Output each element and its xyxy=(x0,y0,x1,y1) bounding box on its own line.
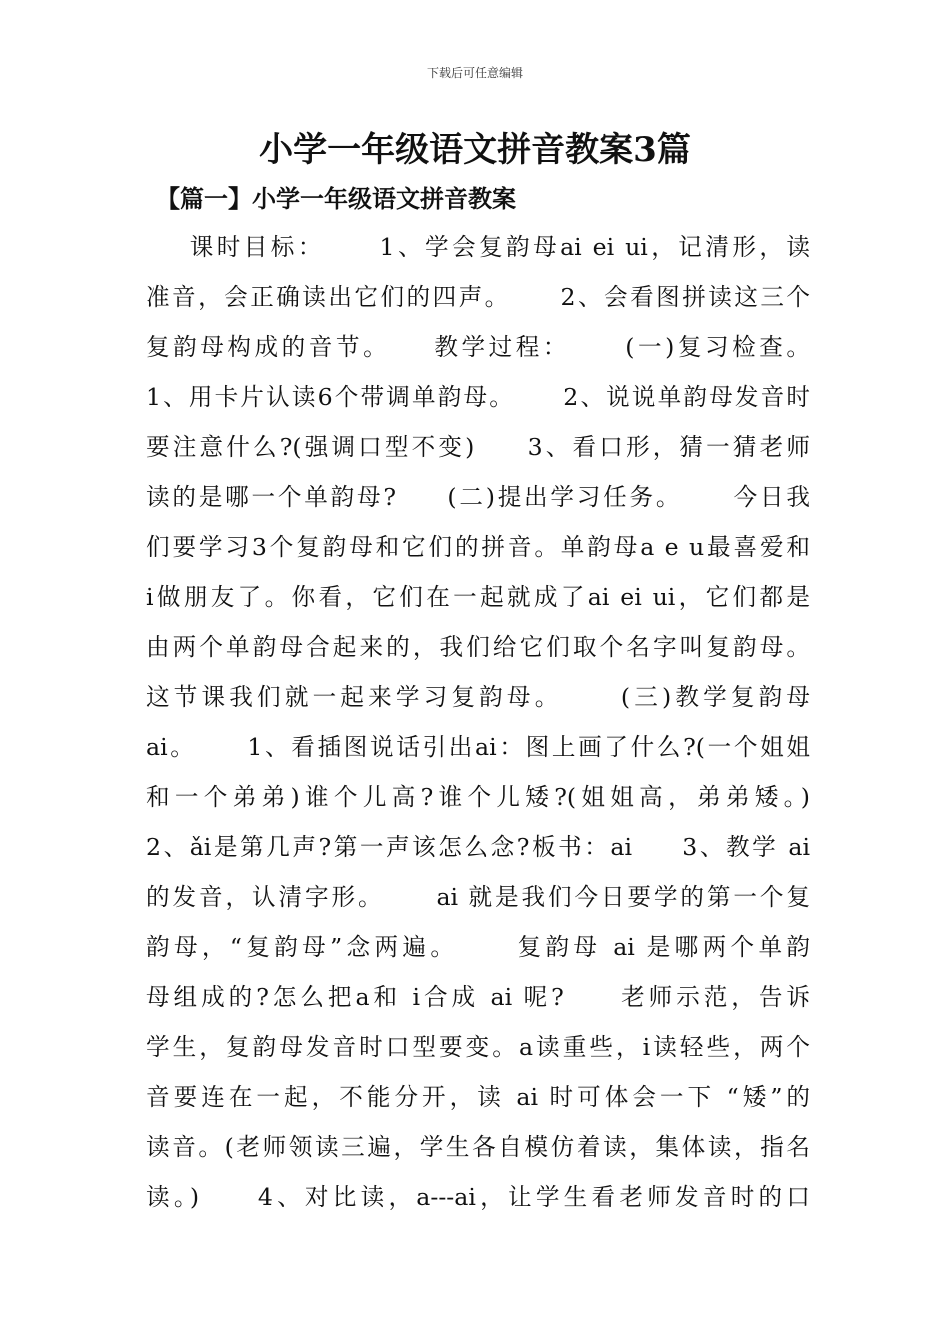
body-line: 韵母，“复韵母”念两遍。 复韵母 ai 是哪两个单韵 xyxy=(146,933,810,961)
body-line: 音要连在一起，不能分开，读 ai 时可体会一下 “矮”的 xyxy=(146,1083,810,1111)
body-line: 母组成的?怎么把a和 i合成 ai 呢? 老师示范，告诉 xyxy=(146,983,810,1011)
body-line: 课时目标： 1、学会复韵母ai ei ui，记清形，读 xyxy=(146,233,810,261)
body-line: 由两个单韵母合起来的，我们给它们取个名字叫复韵母。 xyxy=(146,633,810,661)
body-line: 这节课我们就一起来学习复韵母。 (三)教学复韵母 xyxy=(146,683,810,711)
body-line: 的发音，认清字形。 ai 就是我们今日要学的第一个复 xyxy=(146,883,810,911)
body-line: 读音。(老师领读三遍，学生各自模仿着读，集体读，指名 xyxy=(146,1133,810,1161)
body-line: 1、用卡片认读6个带调单韵母。 2、说说单韵母发音时 xyxy=(146,383,810,411)
body-line: 和一个弟弟)谁个儿高?谁个儿矮?(姐姐高，弟弟矮。) xyxy=(146,783,810,811)
body-line: 准音，会正确读出它们的四声。 2、会看图拼读这三个 xyxy=(146,283,810,311)
body-line: ai。 1、看插图说话引出ai：图上画了什么?(一个姐姐 xyxy=(146,733,810,761)
section-heading: 【篇一】小学一年级语文拼音教案 xyxy=(156,184,516,213)
body-text xyxy=(146,222,810,1222)
body-line: 读。) 4、对比读，a---ai，让学生看老师发音时的口 xyxy=(146,1183,810,1211)
body-line: 们要学习3个复韵母和它们的拼音。单韵母a e u最喜爱和 xyxy=(146,533,810,561)
body-line: 读的是哪一个单韵母? (二)提出学习任务。 今日我 xyxy=(146,483,810,511)
body-line: 学生，复韵母发音时口型要变。a读重些，i读轻些，两个 xyxy=(146,1033,810,1061)
header-note: 下载后可任意编辑 xyxy=(426,66,523,80)
body-line: 2、ǎi是第几声?第一声该怎么念?板书：ai 3、教学 ai xyxy=(146,833,810,861)
body-line: 要注意什么?(强调口型不变) 3、看口形，猜一猜老师 xyxy=(146,433,810,461)
body-line: i做朋友了。你看，它们在一起就成了ai ei ui，它们都是 xyxy=(146,583,810,611)
document-title: 小学一年级语文拼音教案3篇 xyxy=(259,130,691,170)
body-line: 复韵母构成的音节。 教学过程： (一)复习检查。 xyxy=(146,333,810,361)
